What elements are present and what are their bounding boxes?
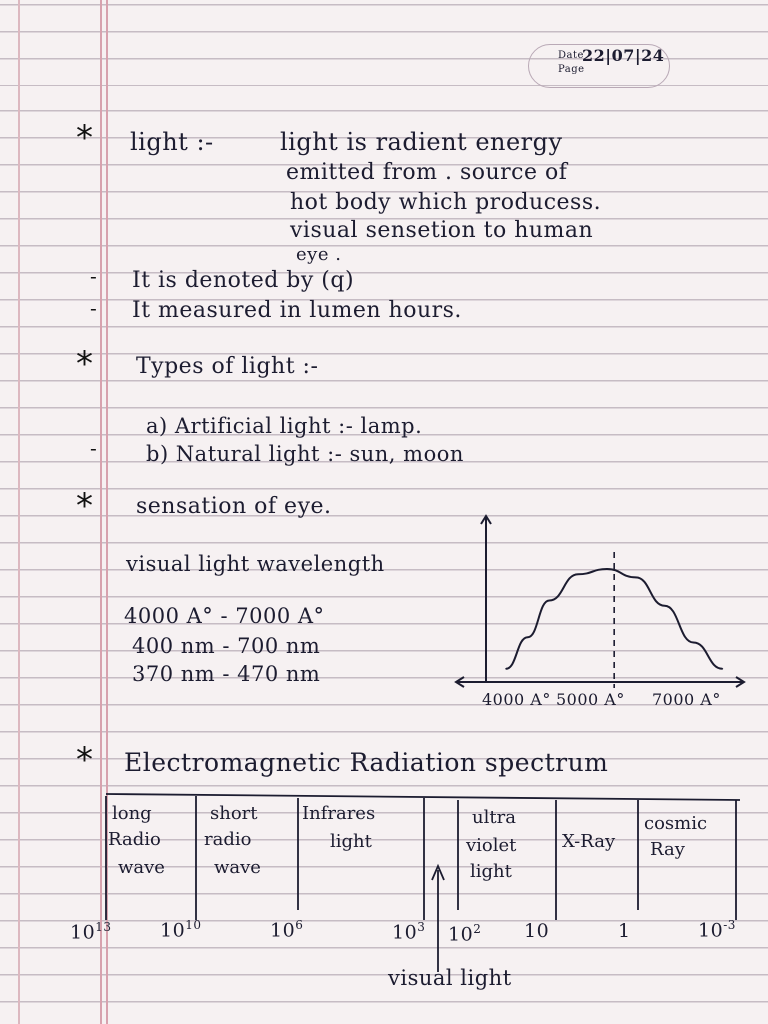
date-value: 22|07|24: [582, 46, 665, 65]
chart-point: [635, 577, 637, 579]
chart-point: [664, 605, 666, 607]
light-definition-line: hot body which producess.: [290, 190, 602, 215]
spectrum-top-border: [106, 794, 740, 800]
bullet-star: *: [76, 344, 93, 384]
light-heading: light :-: [130, 128, 214, 156]
spectrum-band-line: Ray: [650, 839, 685, 860]
note-dash: -: [90, 296, 97, 320]
wavelength-title: visual light wavelength: [126, 552, 385, 576]
light-definition-line: light is radient energy: [280, 128, 563, 156]
bullet-star: *: [76, 118, 93, 158]
date-label: Date: [558, 50, 584, 61]
chart-point: [505, 668, 507, 670]
sensation-heading: sensation of eye.: [136, 494, 332, 519]
scale-value: 1: [618, 920, 631, 942]
chart-point: [527, 636, 529, 638]
types-item: a) Artificial light :- lamp.: [146, 414, 423, 438]
spectrum-band-line: light: [330, 831, 372, 852]
types-item: b) Natural light :- sun, moon: [146, 442, 464, 466]
spectrum-band-line: cosmic: [644, 813, 708, 834]
chart-point: [693, 642, 695, 644]
spectrum-band-line: Radio: [108, 829, 161, 850]
bullet-star: *: [76, 740, 93, 780]
margin-line: [106, 0, 108, 1024]
spectrum-band-line: short: [210, 803, 258, 824]
types-heading: Types of light :-: [136, 354, 319, 379]
chart-y-arrow: [481, 516, 491, 524]
chart-tick-label: 5000 A°: [556, 690, 625, 709]
chart-tick-label: 7000 A°: [652, 690, 721, 709]
chart-point: [722, 668, 724, 670]
spectrum-band-line: violet: [466, 835, 517, 856]
spectrum-band-line: wave: [214, 857, 261, 878]
light-note: It is denoted by (q): [132, 268, 355, 293]
note-dash: -: [90, 264, 97, 288]
chart-point: [548, 600, 550, 602]
scale-value: 10: [524, 920, 550, 942]
chart-point: [577, 573, 579, 575]
chart-tick-label: 4000 A°: [482, 690, 551, 709]
margin-line: [100, 0, 102, 1024]
scale-value: $10^2$: [448, 922, 482, 946]
chart-x-arrow: [736, 677, 744, 687]
spectrum-band-line: X-Ray: [562, 831, 616, 852]
chart-curve: [506, 569, 722, 669]
light-definition-line: visual sensetion to human: [290, 218, 594, 243]
note-dash: -: [90, 436, 97, 460]
visual-light-label: visual light: [388, 966, 512, 990]
light-definition-line: eye .: [296, 244, 342, 265]
page-label: Page: [558, 64, 585, 75]
scale-value: $10^3$: [392, 920, 426, 944]
bullet-star: *: [76, 486, 93, 526]
wavelength-range: 400 nm - 700 nm: [132, 634, 321, 658]
chart-point: [606, 568, 608, 570]
wavelength-range: 370 nm - 470 nm: [132, 662, 321, 686]
spectrum-band-line: long: [112, 803, 152, 824]
spectrum-band-line: wave: [118, 857, 165, 878]
scale-value: $10^6$: [270, 918, 304, 942]
scale-value: $10^{-3}$: [698, 918, 736, 942]
light-note: It measured in lumen hours.: [132, 298, 462, 323]
wavelength-range: 4000 A° - 7000 A°: [124, 604, 325, 628]
scale-value: $10^{13}$: [70, 920, 112, 944]
spectrum-band-line: Infrares: [302, 803, 376, 824]
light-definition-line: emitted from . source of: [286, 160, 568, 185]
spectrum-heading: Electromagnetic Radiation spectrum: [124, 748, 609, 777]
spectrum-band-line: radio: [204, 829, 252, 850]
spectrum-band-line: light: [470, 861, 512, 882]
margin-line: [18, 0, 20, 1024]
spectrum-band-line: ultra: [472, 807, 516, 828]
scale-value: $10^{10}$: [160, 918, 202, 942]
chart-x-left-arrow: [456, 677, 464, 687]
